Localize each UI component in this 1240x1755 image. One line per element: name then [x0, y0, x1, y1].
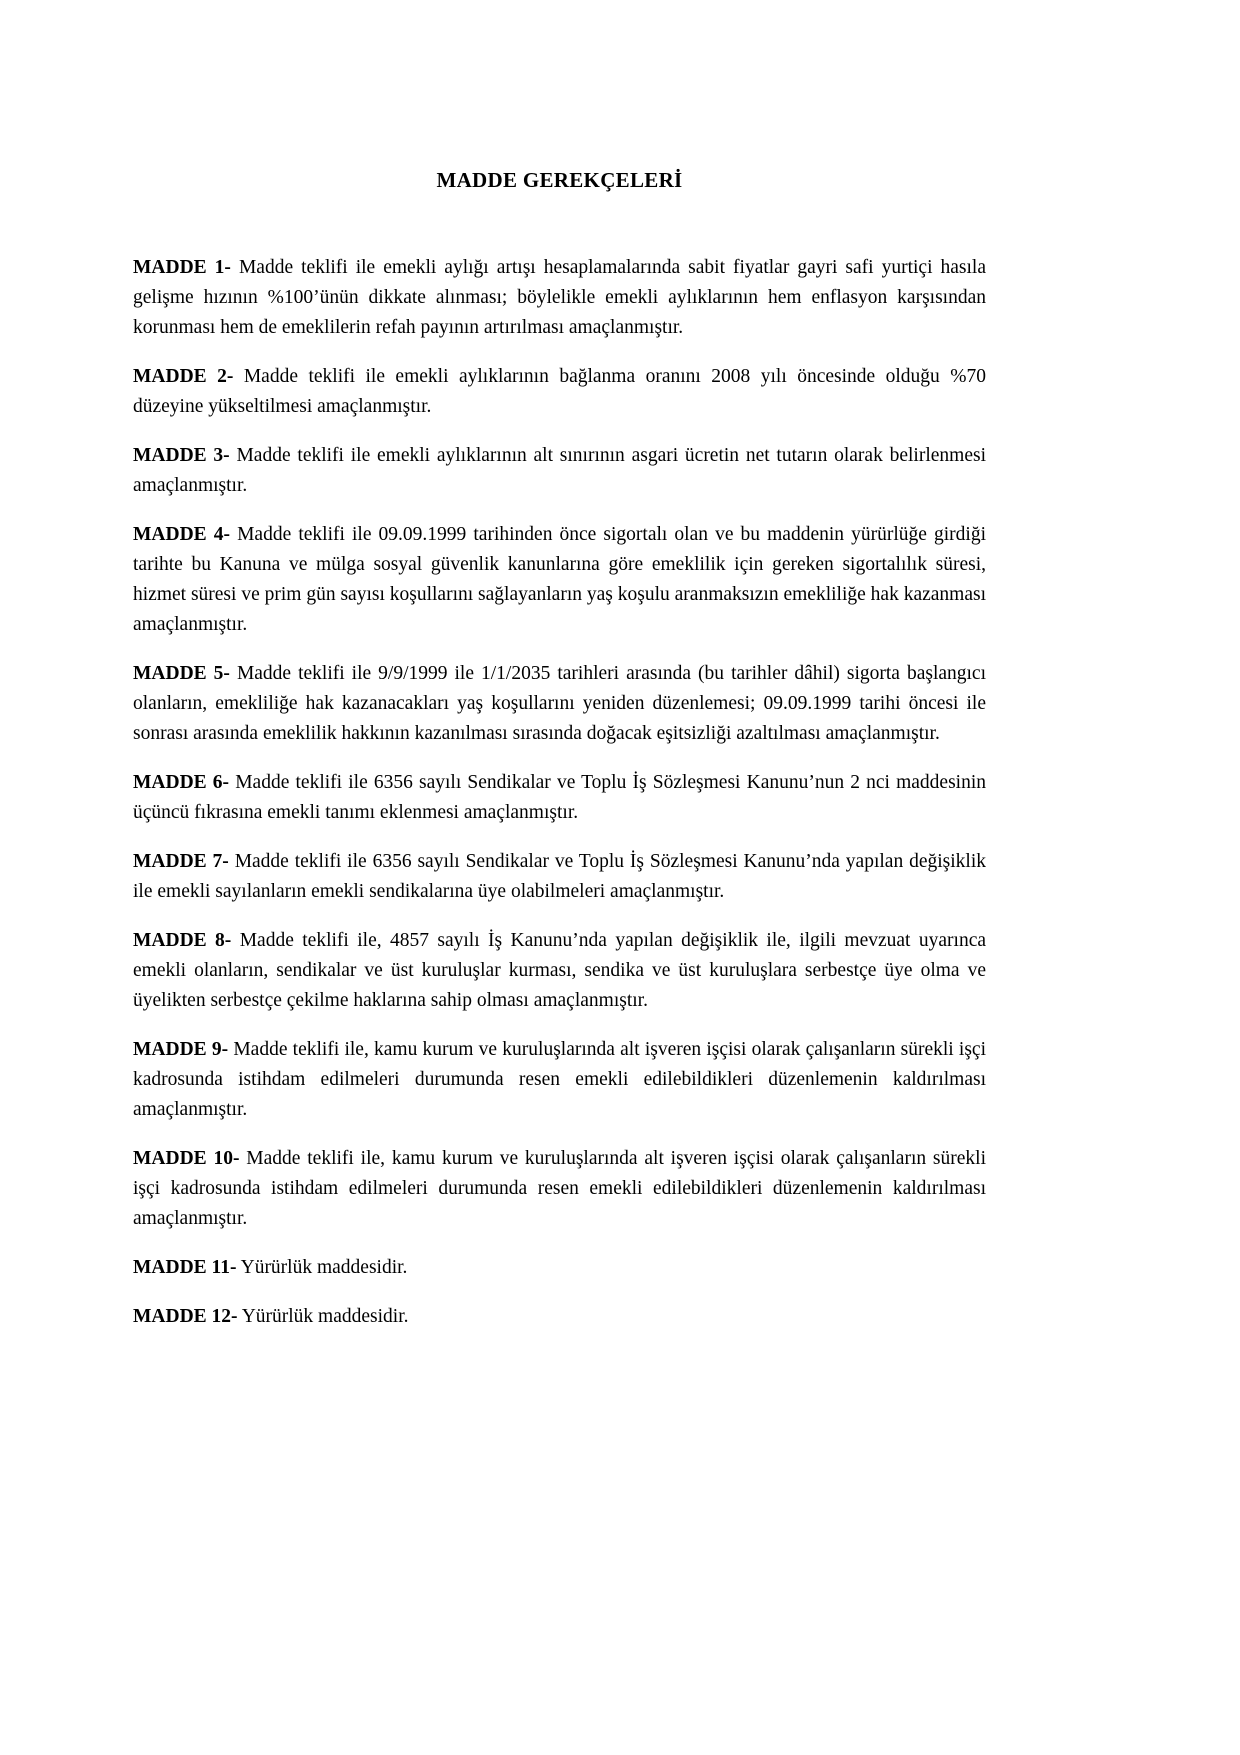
document-content [133, 168, 986, 1332]
article-paragraph-9 [133, 1035, 986, 1125]
article-label-9: MADDE 9- [133, 1039, 229, 1060]
article-body-11: Yürürlük maddesidir. [240, 1257, 408, 1278]
article-paragraph-5 [133, 659, 986, 749]
article-body-10: Madde teklifi ile, kamu kurum ve kuruluşlarında alt işveren işçisi olarak çalışanların sürekli işçi kadrosunda istihdam edilmeleri durumunda resen emekli edilebildikleri düzenlemenin kaldırılması amaçlanmıştır. [133, 1148, 987, 1229]
article-label-3: MADDE 3- [133, 445, 230, 466]
article-label-12: MADDE 12- [133, 1306, 238, 1327]
article-paragraph-4 [133, 520, 986, 640]
page-title: MADDE GEREKÇELERİ [436, 168, 683, 192]
article-paragraph-3 [133, 441, 986, 501]
article-paragraph-2 [133, 362, 986, 422]
article-label-11: MADDE 11- [133, 1257, 237, 1278]
article-body-6: Madde teklifi ile 6356 sayılı Sendikalar ve Toplu İş Sözleşmesi Kanunu’nun 2 nci maddesinin üçüncü fıkrasına emekli tanımı eklenmesi amaçlanmıştır. [133, 772, 987, 823]
article-label-6: MADDE 6- [133, 772, 230, 793]
article-label-10: MADDE 10- [133, 1148, 240, 1169]
article-body-8: Madde teklifi ile, 4857 sayılı İş Kanunu’nda yapılan değişiklik ile, ilgili mevzuat uyarınca emekli olanların, sendikalar ve üst kuruluşlar kurması, sendika ve üst kuruluşlara serbestçe üye olma ve üyelikten serbestçe çekilme haklarına sahip olması amaçlanmıştır. [133, 930, 987, 1011]
article-paragraph-10 [133, 1144, 986, 1234]
article-body-5: Madde teklifi ile 9/9/1999 ile 1/1/2035 tarihleri arasında (bu tarihler dâhil) sigorta başlangıcı olanların, emekliliğe hak kazanacakları yaş koşullarını yeniden düzenlemesi; 09.09.1999 tarihi öncesi ile sonrası arasında emeklilik hakkının kazanılması sırasında doğacak eşitsizliği azaltılması amaçlanmıştır. [133, 663, 987, 744]
article-label-4: MADDE 4- [133, 524, 230, 545]
article-paragraph-8 [133, 926, 986, 1016]
article-paragraph-6 [133, 768, 986, 828]
article-label-7: MADDE 7- [133, 851, 229, 872]
article-body-3: Madde teklifi ile emekli aylıklarının alt sınırının asgari ücretin net tutarın olarak belirlenmesi amaçlanmıştır. [133, 445, 986, 496]
article-paragraph-12 [133, 1302, 986, 1332]
article-paragraph-1 [133, 253, 986, 343]
article-body-2: Madde teklifi ile emekli aylıklarının bağlanma oranını 2008 yılı öncesinde olduğu %70 düzeyine yükseltilmesi amaçlanmıştır. [133, 366, 987, 417]
article-body-12: Yürürlük maddesidir. [241, 1306, 409, 1327]
article-body-4: Madde teklifi ile 09.09.1999 tarihinden önce sigortalı olan ve bu maddenin yürürlüğe girdiği tarihte bu Kanuna ve mülga sosyal güvenlik kanunlarına göre emeklilik için gereken sigortalılık süresi, hizmet süresi ve prim gün sayısı koşullarını sağlayanların yaş koşulu aranmaksızın emekliliğe hak kazanması amaçlanmıştır. [133, 524, 987, 635]
article-body-1: Madde teklifi ile emekli aylığı artışı hesaplamalarında sabit fiyatlar gayri safi yurtiçi hasıla gelişme hızının %100’ünün dikkate alınması; böylelikle emekli aylıklarının hem enflasyon karşısından korunması hem de emeklilerin refah payının artırılması amaçlanmıştır. [133, 257, 987, 338]
article-label-1: MADDE 1- [133, 257, 231, 278]
article-label-8: MADDE 8- [133, 930, 232, 951]
article-label-5: MADDE 5- [133, 663, 230, 684]
article-body-7: Madde teklifi ile 6356 sayılı Sendikalar ve Toplu İş Sözleşmesi Kanunu’nda yapılan değişiklik ile emekli sayılanların emekli sendikalarına üye olabilmeleri amaçlanmıştır. [133, 851, 986, 902]
article-paragraph-11 [133, 1253, 986, 1283]
article-paragraph-7 [133, 847, 986, 907]
article-body-9: Madde teklifi ile, kamu kurum ve kuruluşlarında alt işveren işçisi olarak çalışanların sürekli işçi kadrosunda istihdam edilmeleri durumunda resen emekli edilebildikleri düzenlemenin kaldırılması amaçlanmıştır. [133, 1039, 987, 1120]
article-label-2: MADDE 2- [133, 366, 234, 387]
